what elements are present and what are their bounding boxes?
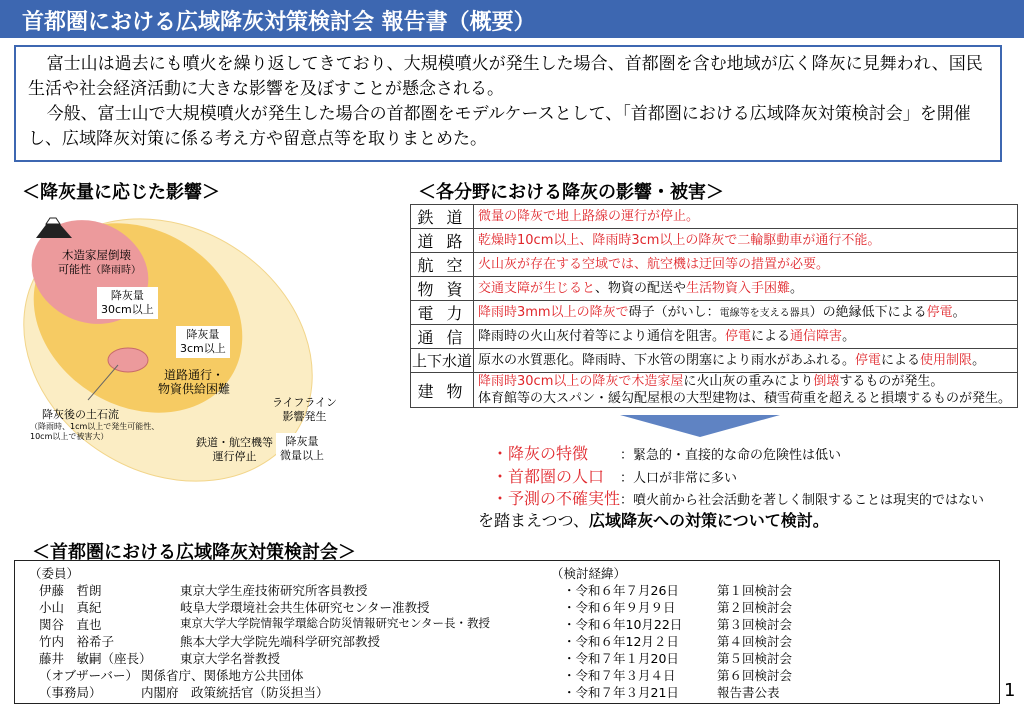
sector-label: 鉄 道 [411, 205, 474, 229]
member-affiliation: 東京大学名誉教授 [180, 651, 281, 666]
box-30cm: 降灰量 30cm以上 [97, 287, 158, 319]
sector-impact-heading: ＜各分野における降灰の影響・被害＞ [418, 182, 724, 203]
feature-label: ・予測の不確実性 [492, 489, 621, 508]
member-affiliation: 東京大学大学院情報学環総合防災情報研究センター長・教授 [180, 616, 491, 630]
box-trace: 降灰量 微量以上 [276, 433, 328, 465]
history-event: 第３回検討会 [717, 617, 793, 632]
table-row [411, 277, 1018, 301]
feature-desc: ：緊急的・直接的な命の危険性は低い [620, 448, 842, 463]
observer-text: 関係省庁、関係地方公共団体 [141, 668, 304, 683]
history-event: 第１回検討会 [717, 583, 793, 598]
history-event: 第６回検討会 [717, 668, 793, 683]
header-bar [0, 0, 1024, 38]
sector-label: 建 物 [411, 373, 474, 408]
intro-box [14, 45, 1002, 162]
conclusion-text: を踏まえつつ、広域降灰への対策について検討。 [478, 511, 829, 530]
sector-impact-text: 乾燥時10cm以上、降雨時3cm以上の降灰で二輪駆動車が通行不能。 [474, 229, 1018, 253]
history-date: ・令和６年12月２日 [563, 634, 679, 649]
history-label: （検討経緯） [551, 566, 627, 581]
ash-impact-heading: ＜降灰量に応じた影響＞ [22, 182, 220, 203]
sector-label: 電 力 [411, 301, 474, 325]
table-row [411, 373, 1018, 408]
member-name: 関谷 直也 [39, 617, 102, 632]
sector-label: 航 空 [411, 253, 474, 277]
fuji-snow-icon [46, 218, 60, 224]
feature-label: ・首都圏の人口 [492, 467, 605, 486]
table-row [411, 205, 1018, 229]
secretariat-label: （事務局） [39, 685, 102, 700]
history-date: ・令和７年１月20日 [563, 651, 679, 666]
committee-heading: ＜首都圏における広域降灰対策検討会＞ [32, 542, 356, 563]
history-date: ・令和６年10月22日 [563, 617, 683, 632]
debris-flow-title: 降灰後の土石流 [42, 408, 119, 421]
box-3cm: 降灰量 3cm以上 [176, 326, 230, 358]
sector-label: 道 路 [411, 229, 474, 253]
secretariat-text: 内閣府 政策統括官（防災担当） [141, 685, 329, 700]
sector-impact-text: 降雨時の火山灰付着等により通信を阻害。停電による通信障害。 [474, 325, 1018, 349]
sector-label: 上下水道 [411, 349, 474, 373]
sector-impact-text: 降雨時3mm以上の降灰で碍子（がいし：電線等を支える器具）の絶縁低下による停電。 [474, 301, 1018, 325]
history-date: ・令和６年９月９日 [563, 600, 676, 615]
feature-desc: ：噴火前から社会活動を著しく制限することは現実的ではない [620, 493, 985, 508]
history-event: 第２回検討会 [717, 600, 793, 615]
history-date: ・令和６年７月26日 [563, 583, 679, 598]
rail-label: 鉄道・航空機等 運行停止 [196, 436, 273, 463]
zone-house-label: 木造家屋倒壊 [62, 248, 131, 262]
feature-desc: ：人口が非常に多い [620, 471, 738, 486]
sector-impact-table [410, 204, 1018, 408]
observer-label: （オブザーバー） [39, 668, 139, 683]
page-number: 1 [1004, 680, 1016, 701]
member-name: 竹内 裕希子 [39, 634, 115, 649]
lifeline-label: ライフライン 影響発生 [272, 396, 338, 423]
feature-label: ・降灰の特徴 [492, 444, 589, 463]
member-name: 藤井 敏嗣（座長） [39, 651, 152, 666]
page-title: 首都圏における広域降灰対策検討会 報告書（概要） [22, 10, 536, 35]
road-label: 道路通行・ 物資供給困難 [158, 368, 231, 396]
intro-paragraph-1: 富士山は過去にも噴火を繰り返してきており、大規模噴火が発生した場合、首都圏を含む地域が広く降灰に見舞われ、国民生活や社会経済活動に大きな影響を及ぼすことが懸念される。 [28, 54, 983, 99]
history-event: 報告書公表 [717, 685, 780, 700]
sector-impact-text: 火山灰が存在する空域では、航空機は迂回等の措置が必要。 [474, 253, 1018, 277]
sector-label: 通 信 [411, 325, 474, 349]
committee-box [14, 560, 1000, 704]
history-date: ・令和７年３月21日 [563, 685, 679, 700]
zone-house-line2: 可能性（降雨時） [58, 263, 141, 276]
sector-impact-text: 交通支障が生じると、物資の配送や生活物資入手困難。 [474, 277, 1018, 301]
table-row [411, 253, 1018, 277]
debris-flow-zone [108, 348, 148, 372]
history-event: 第５回検討会 [717, 651, 793, 666]
table-row [411, 325, 1018, 349]
down-arrow-icon [620, 415, 780, 437]
history-event: 第４回検討会 [717, 634, 793, 649]
sector-label: 物 資 [411, 277, 474, 301]
member-affiliation: 東京大学生産技術研究所客員教授 [180, 583, 368, 598]
sector-impact-text: 原水の水質悪化。降雨時、下水管の閉塞により雨水があふれる。停電による使用制限。 [474, 349, 1018, 373]
member-affiliation: 岐阜大学環境社会共生体研究センター准教授 [180, 600, 430, 615]
debris-flow-note: （降雨時、1cm以上で発生可能性、 10cm以上で被害大） [30, 422, 160, 441]
sector-impact-text: 微量の降灰で地上路線の運行が停止。 [474, 205, 1018, 229]
member-affiliation: 熊本大学大学院先端科学研究部教授 [180, 634, 381, 649]
members-label: （委員） [29, 566, 80, 581]
table-row [411, 301, 1018, 325]
table-row [411, 349, 1018, 373]
history-date: ・令和７年３月４日 [563, 668, 676, 683]
member-name: 小山 真紀 [39, 600, 102, 615]
intro-paragraph-2: 今般、富士山で大規模噴火が発生した場合の首都圏をモデルケースとして、「首都圏における広域降灰対策検討会」を開催し、広域降灰対策に係る考え方や留意点等を取りまとめた。 [28, 104, 971, 149]
member-name: 伊藤 哲朗 [39, 583, 102, 598]
table-row [411, 229, 1018, 253]
sector-impact-text: 降雨時30cm以上の降灰で木造家屋に火山灰の重みにより倒壊するものが発生。 体育館等の大スパン・緩勾配屋根の大型建物は、積雪荷重を超えると損壊するものが発生。 [474, 373, 1018, 408]
